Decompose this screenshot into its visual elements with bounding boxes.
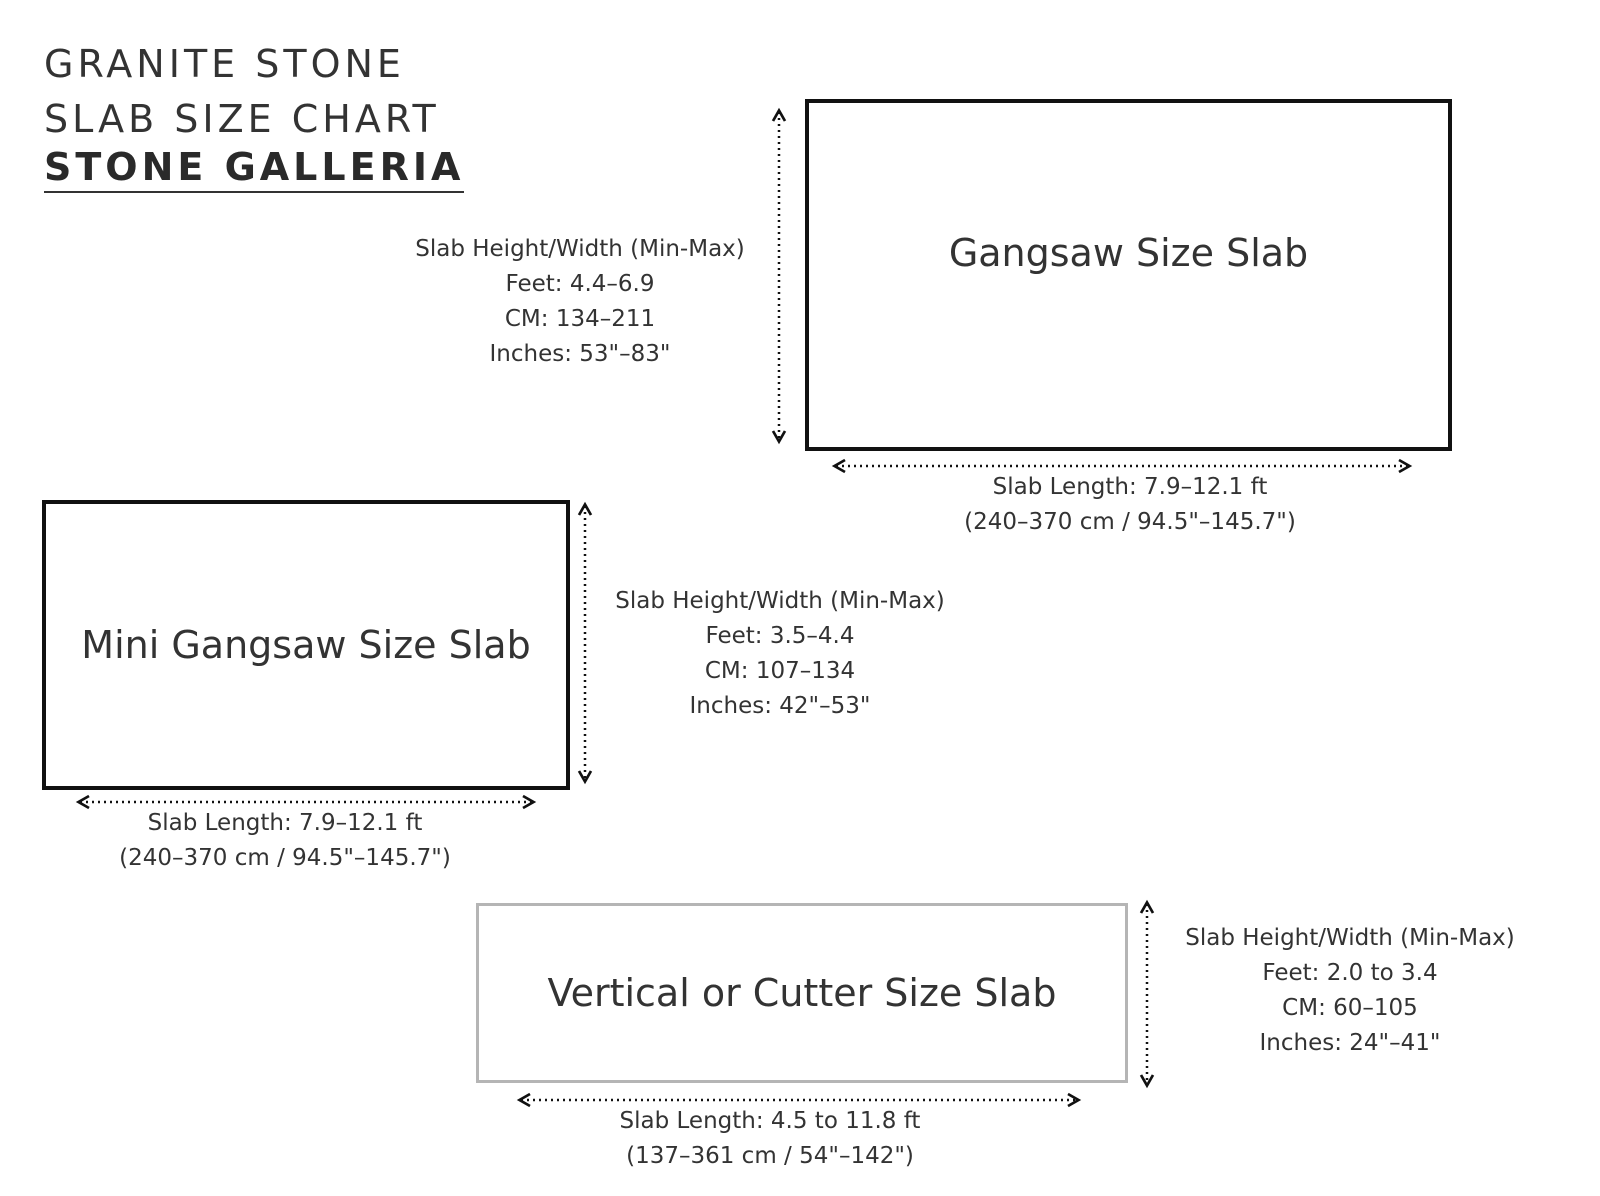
cutter-height-inches: Inches: 24"–41" xyxy=(1259,1030,1441,1056)
mini-gangsaw-slab-label: Mini Gangsaw Size Slab xyxy=(81,623,531,667)
mini-gangsaw-height-info xyxy=(580,584,980,724)
cutter-length-info xyxy=(565,1104,975,1174)
mini-gangsaw-length-info xyxy=(85,806,485,876)
gangsaw-length-line-1: Slab Length: 7.9–12.1 ft xyxy=(992,474,1268,500)
gangsaw-height-info xyxy=(380,232,780,372)
cutter-height-cm: CM: 60–105 xyxy=(1282,995,1418,1021)
cutter-slab-label: Vertical or Cutter Size Slab xyxy=(547,971,1057,1015)
cutter-height-title: Slab Height/Width (Min-Max) xyxy=(1185,925,1515,951)
cutter-length-line-2: (137–361 cm / 54"–142") xyxy=(626,1143,914,1169)
gangsaw-height-cm: CM: 134–211 xyxy=(504,306,656,332)
brand-name: STONE GALLERIA xyxy=(44,145,464,193)
mini-gangsaw-height-feet: Feet: 3.5–4.4 xyxy=(705,623,855,649)
header-line-2: SLAB SIZE CHART xyxy=(44,97,440,141)
gangsaw-slab-label: Gangsaw Size Slab xyxy=(948,231,1309,275)
gangsaw-height-feet: Feet: 4.4–6.9 xyxy=(505,271,655,297)
gangsaw-height-inches: Inches: 53"–83" xyxy=(489,341,671,367)
gangsaw-length-line-2: (240–370 cm / 94.5"–145.7") xyxy=(964,509,1296,535)
header-line-1: GRANITE STONE xyxy=(44,42,405,86)
mini-gangsaw-height-cm: CM: 107–134 xyxy=(704,658,856,684)
cutter-height-info xyxy=(1160,921,1540,1061)
gangsaw-length-info xyxy=(910,470,1350,540)
mini-gangsaw-slab xyxy=(42,500,570,790)
mini-gangsaw-length-line-2: (240–370 cm / 94.5"–145.7") xyxy=(119,845,451,871)
mini-gangsaw-height-inches: Inches: 42"–53" xyxy=(689,693,871,719)
cutter-height-feet: Feet: 2.0 to 3.4 xyxy=(1262,960,1438,986)
mini-gangsaw-height-title: Slab Height/Width (Min-Max) xyxy=(615,588,945,614)
mini-gangsaw-length-line-1: Slab Length: 7.9–12.1 ft xyxy=(147,810,423,836)
cutter-length-line-1: Slab Length: 4.5 to 11.8 ft xyxy=(619,1108,921,1134)
gangsaw-slab xyxy=(805,99,1452,451)
cutter-slab xyxy=(476,903,1128,1083)
gangsaw-height-title: Slab Height/Width (Min-Max) xyxy=(415,236,745,262)
